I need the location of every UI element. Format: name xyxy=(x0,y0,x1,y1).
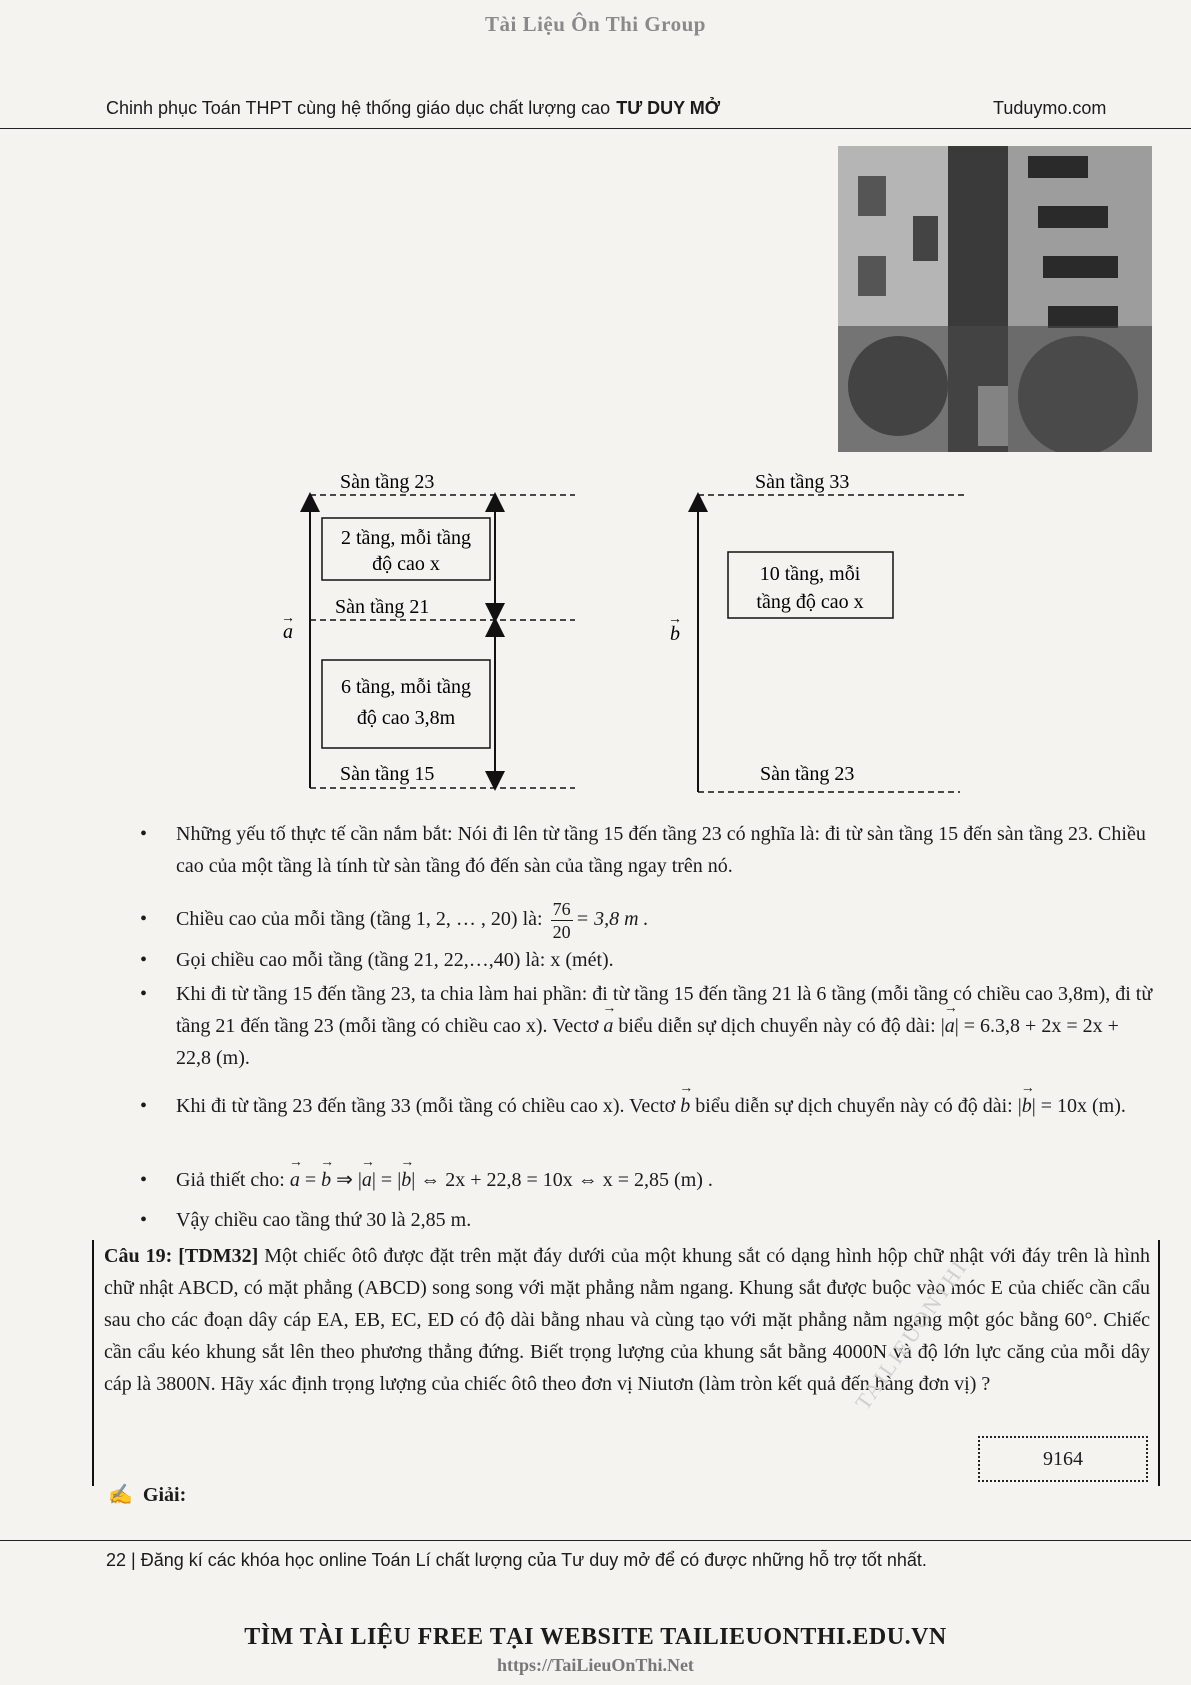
solution-item-2 xyxy=(140,894,1155,944)
right-box-line2: tầng độ cao x xyxy=(756,591,864,613)
solution-item-2-result: = 3,8 m . xyxy=(575,908,649,930)
footer-rule xyxy=(0,1540,1191,1541)
solution-item-6-text: Giả thiết cho: xyxy=(176,1169,285,1191)
solution-item-6-implies: ⇒ | xyxy=(336,1169,362,1191)
page-number: 22 xyxy=(106,1550,127,1570)
header-rule xyxy=(0,128,1191,129)
vector-b-label: b xyxy=(670,623,680,645)
building-photo xyxy=(838,146,1152,452)
solution-item-3-text: Gọi chiều cao mỗi tầng (tầng 21, 22,…,40) là: x (mét). xyxy=(176,949,614,971)
solution-item-1 xyxy=(140,818,1155,894)
vector-b-symbol: → b xyxy=(680,1090,690,1122)
fraction-numerator: 76 xyxy=(552,898,571,919)
pencil-icon: ✍ xyxy=(108,1484,133,1506)
vector-b-symbol: → b xyxy=(1022,1090,1032,1122)
question-text: Một chiếc ôtô được đặt trên mặt đáy dưới của một khung sắt có dạng hình hộp chữ nhật với đáy trên là hình chữ nhật ABCD, có mặt phẳng (ABCD) song song với mặt phẳng nằm ngang. Khung sắt được buộc vào móc E của chiếc cần cẩu sau cho các đoạn dây cáp EA, EB, EC, ED có độ dài bằng nhau và cùng tạo với mặt phẳng nằm ngang một góc bằng 60°. Chiếc cần cẩu kéo khung sắt lên theo phương thẳng đứng. Biết trọng lượng của khung sắt bằng 4000N và độ lớn lực căng của mỗi dây cáp là 3800N. Hãy xác định trọng lượng của chiếc ôtô theo đơn vị Niutơn (làm tròn kết quả đến hàng đơn vị) ? xyxy=(104,1245,1150,1395)
solution-item-5-text: Khi đi từ tầng 23 đến tầng 33 (mỗi tầng có chiều cao x). Vectơ xyxy=(176,1095,676,1117)
promo-banner: TÌM TÀI LIỆU FREE TẠI WEBSITE TAILIEUONTHI.EDU.VN xyxy=(244,1624,947,1650)
header-tagline xyxy=(106,98,720,119)
left-box-lower xyxy=(322,660,490,748)
vector-b-symbol: → b xyxy=(321,1164,331,1196)
left-box-lower-line1: 6 tầng, mỗi tầng xyxy=(341,676,471,698)
vector-a-arrow-glyph: → xyxy=(281,611,295,626)
answer-box: 9164 xyxy=(978,1436,1148,1482)
solution-item-6-formula: | ⇔ 2x + 22,8 = 10x ⇔ x = 2,85 (m) . xyxy=(411,1169,713,1191)
solution-item-7-text: Vậy chiều cao tầng thứ 30 là 2,85 m. xyxy=(176,1209,472,1231)
header-brand: TƯ DUY MỞ xyxy=(616,98,721,118)
watermark: TAILIEUONTHI xyxy=(850,1254,973,1415)
left-box-upper-line2: độ cao x xyxy=(372,553,440,575)
solution-item-2-text: Chiều cao của mỗi tầng (tầng 1, 2, … , 20) là: xyxy=(176,908,543,930)
solution-item-7 xyxy=(140,1204,1155,1238)
solution-item-4 xyxy=(140,978,1155,1090)
solution-item-4-formula: | = 6.3,8 + 2x = 2x + 22,8 (m). xyxy=(176,1015,1119,1069)
footer: 22 | Đăng kí các khóa học online Toán Lí chất lượng của Tư duy mở để có được những hỗ trợ tốt nhất. xyxy=(106,1550,927,1570)
solution-item-5-mid: biểu diễn sự dịch chuyển này có độ dài: | xyxy=(695,1095,1022,1117)
solution-heading xyxy=(108,1482,186,1507)
vector-b-symbol: → b xyxy=(401,1164,411,1196)
fraction-76-20 xyxy=(551,898,573,943)
fraction-denominator: 20 xyxy=(552,921,571,942)
site-url[interactable]: https://TaiLieuOnThi.Net xyxy=(497,1655,694,1675)
solution-item-4-mid: biểu diễn sự dịch chuyển này có độ dài: | xyxy=(618,1015,945,1037)
question-19 xyxy=(104,1240,1150,1400)
vector-a-symbol: → a xyxy=(362,1164,372,1196)
left-box-upper-line1: 2 tầng, mỗi tầng xyxy=(341,527,471,549)
building-photo-drawing xyxy=(838,146,1152,452)
top-banner: Tài Liệu Ôn Thi Group xyxy=(485,12,706,36)
vector-a-symbol: → a xyxy=(603,1010,613,1042)
vector-a-label: a xyxy=(283,621,293,643)
question-label: Câu 19: [TDM32] xyxy=(104,1245,259,1267)
left-floor-top-label: Sàn tầng 23 xyxy=(340,471,435,493)
vector-a-symbol: → a xyxy=(290,1164,300,1196)
header-website: Tuduymo.com xyxy=(993,98,1107,118)
right-box-line1: 10 tầng, mỗi xyxy=(759,563,861,585)
solution-heading-text: Giải: xyxy=(142,1484,187,1506)
floor-diagram xyxy=(270,470,990,800)
vector-b-arrow-glyph: → xyxy=(668,612,682,627)
solution-item-4-text: Khi đi từ tầng 15 đến tầng 23, ta chia làm hai phần: đi từ tầng 15 đến tầng 21 là 6 tầng (mỗi tầng có chiều cao 3,8m), đi từ tầng 21 đến tầng 23 (mỗi tầng có chiều cao x). Vectơ xyxy=(176,983,1153,1037)
solution-item-1-text: Những yếu tố thực tế cần nắm bắt: Nói đi lên từ tầng 15 đến tầng 23 có nghĩa là: đi từ sàn tầng 15 đến sàn tầng 23. Chiều cao của một tầng là tính từ sàn tầng đó đến sàn của tầng ngay trên nó. xyxy=(176,823,1146,877)
solution-item-3 xyxy=(140,944,1155,978)
vector-a-symbol: → a xyxy=(945,1010,955,1042)
right-floor-top-label: Sàn tầng 33 xyxy=(755,471,850,493)
footer-text: Đăng kí các khóa học online Toán Lí chất lượng của Tư duy mở để có được những hỗ trợ tốt nhất. xyxy=(140,1550,927,1570)
right-floor-bottom-label: Sàn tầng 23 xyxy=(760,763,855,785)
solution-item-5-formula: | = 10x (m). xyxy=(1031,1095,1126,1117)
left-floor-bottom-label: Sàn tầng 15 xyxy=(340,763,435,785)
header-tagline-text: Chinh phục Toán THPT cùng hệ thống giáo dục chất lượng cao xyxy=(106,98,611,118)
solution-list xyxy=(140,818,1155,1238)
solution-item-6: • Giả thiết cho: → a = → b ⇒ |→ a| = |→ b| ⇔ 2x + 22,8 = 10x ⇔ x = 2,85 (m) . xyxy=(140,1164,1155,1204)
left-floor-mid-label: Sàn tầng 21 xyxy=(335,596,430,618)
left-box-lower-line2: độ cao 3,8m xyxy=(356,707,456,729)
